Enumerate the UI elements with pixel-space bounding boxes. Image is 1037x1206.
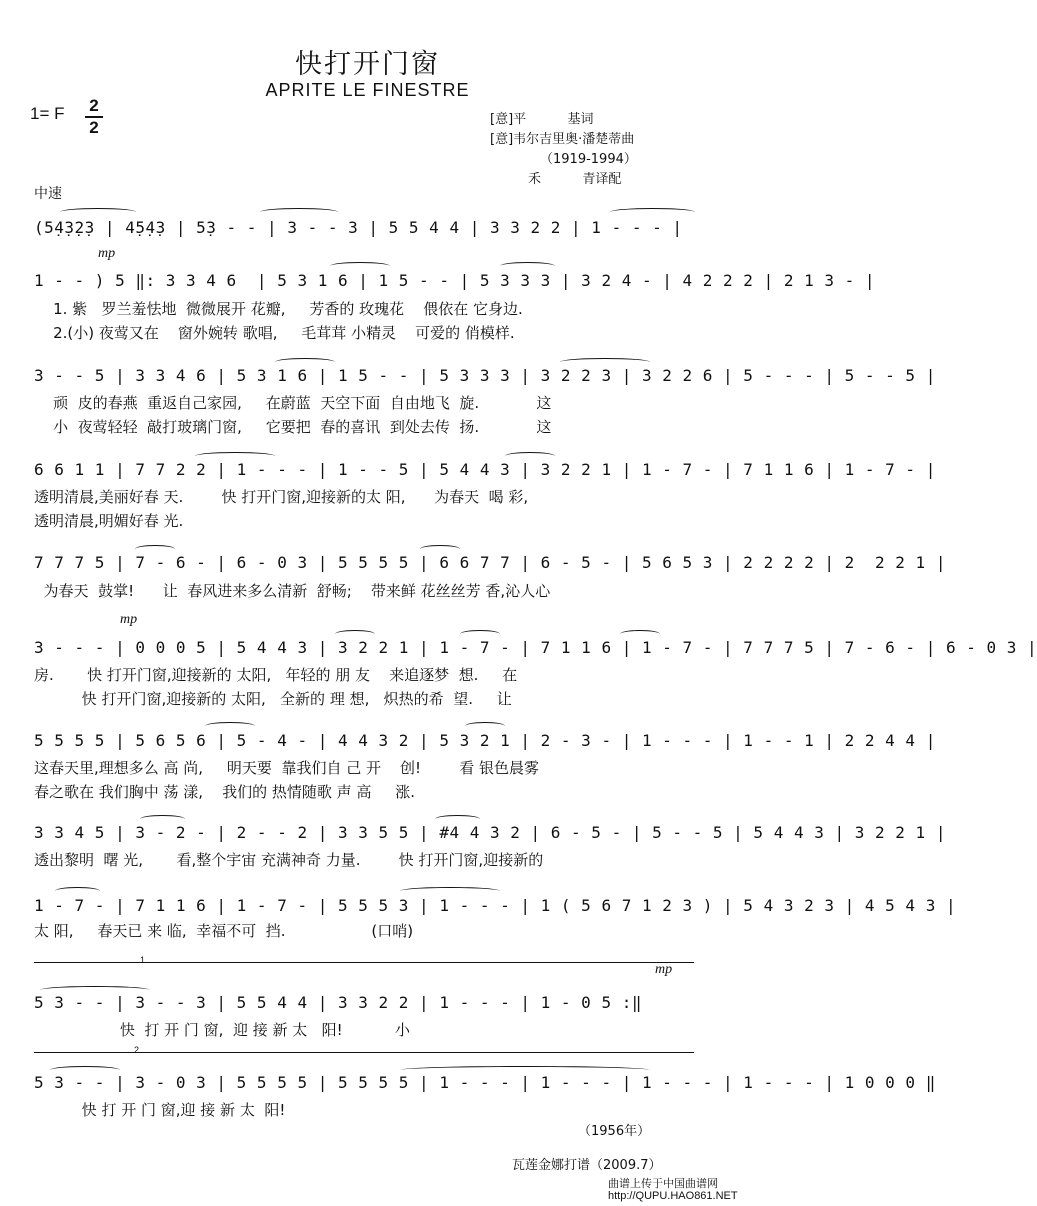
volta-bracket — [244, 962, 694, 963]
slur — [500, 262, 555, 270]
lyrics-row-2-verse-1: 顽 皮的春燕 重返自己家园, 在蔚蓝 天空下面 自由地飞 旋. 这 — [34, 394, 552, 412]
watermark-title: 曲谱上传于中国曲谱网 — [608, 1178, 718, 1190]
lyrics-row-3-verse-1: 透明清晨,美丽好春 天. 快 打开门窗,迎接新的太 阳, 为春天 喝 彩, — [34, 488, 529, 506]
slur — [260, 208, 338, 216]
lyrics-row-5-verse-1: 房. 快 打开门窗,迎接新的 太阳, 年轻的 朋 友 来追逐梦 想. 在 — [34, 666, 518, 684]
notation-row-7: 3 3 4 5 | 3 - 2 - | 2 - - 2 | 3 3 5 5 | #4 4 3 2 | 6 - 5 - | 5 - - 5 | 5 4 4 3 | 3 2 2 1 | — [34, 823, 946, 842]
slur — [195, 452, 275, 460]
lyrics-row-8-verse-1: 太 阳, 春天已 来 临, 幸福不可 挡. (口哨) — [34, 922, 414, 940]
volta-number: 1 — [140, 955, 146, 965]
dynamic-mp: mp — [655, 962, 673, 977]
time-signature — [84, 96, 104, 138]
lyrics-row-4-verse-1: 为春天 鼓掌! 让 春风进来多么清新 舒畅; 带来鲜 花丝丝芳 香,沁人心 — [34, 582, 551, 600]
slur — [330, 262, 390, 270]
lyrics-row-6-verse-1: 这春天里,理想多么 高 尚, 明天要 靠我们自 己 开 创! 看 银色晨雾 — [34, 759, 539, 777]
notation-row-3: 6 6 1 1 | 7 7 2 2 | 1 - - - | 1 - - 5 | 5 4 4 3 | 3 2 2 1 | 1 - 7 - | 7 1 1 6 | 1 - 7 - | — [34, 460, 936, 479]
slur — [420, 545, 460, 553]
volta-number: 2 — [134, 1045, 140, 1055]
time-signature-top: 2 — [89, 96, 99, 115]
composer-credit: [意]韦尔吉里奥·潘楚蒂曲 — [490, 132, 635, 147]
slur — [135, 545, 175, 553]
watermark-url: http://QUPU.HAO861.NET — [608, 1190, 738, 1202]
slur — [60, 208, 136, 216]
lyrics-row-1-verse-2: 2.(小) 夜莺又在 窗外婉转 歌唱, 毛茸茸 小精灵 可爱的 俏模样. — [34, 324, 515, 342]
slur — [505, 452, 555, 460]
notation-row-6: 5 5 5 5 | 5 6 5 6 | 5 - 4 - | 4 4 3 2 | 5 3 2 1 | 2 - 3 - | 1 - - - | 1 - - 1 | 2 2 4 4 | — [34, 731, 936, 750]
slur — [140, 815, 185, 823]
slur — [275, 358, 335, 366]
lyrics-row-9-verse-1: 快 打 开 门 窗, 迎 接 新 太 阳! 小 — [34, 1021, 411, 1039]
song-title: 快打开门窗 — [295, 49, 440, 80]
lyrics-row-3-verse-2: 透明清晨,明媚好春 光. — [34, 512, 184, 530]
notation-row-9: 5 3 - - | 3 - - 3 | 5 5 4 4 | 3 3 2 2 | 1 - - - | 1 - 0 5 :‖ — [34, 993, 642, 1012]
lyrics-row-10-verse-1: 快 打 开 门 窗,迎 接 新 太 阳! — [34, 1101, 286, 1119]
notation-row-2: 3 - - 5 | 3 3 4 6 | 5 3 1 6 | 1 5 - - | 5 3 3 3 | 3 2 2 3 | 3 2 2 6 | 5 - - - | 5 - - 5 | — [34, 366, 936, 385]
notation-row-1: 1 - - ) 5 ‖: 3 3 4 6 | 5 3 1 6 | 1 5 - - | 5 3 3 3 | 3 2 4 - | 4 2 2 2 | 2 1 3 - | — [34, 271, 876, 290]
notation-row-10: 5 3 - - | 3 - 0 3 | 5 5 5 5 | 5 5 5 5 | 1 - - - | 1 - - - | 1 - - - | 1 - - - | 1 0 0 0 ‖ — [34, 1073, 936, 1092]
slur — [435, 815, 480, 823]
volta-bracket — [34, 962, 244, 963]
lyrics-row-6-verse-2: 春之歌在 我们胸中 荡 漾, 我们的 热情随歌 声 高 涨. — [34, 783, 416, 801]
slur — [55, 887, 100, 895]
notation-row-8: 1 - 7 - | 7 1 1 6 | 1 - 7 - | 5 5 5 3 | 1 - - - | 1 ( 5 6 7 1 2 3 ) | 5 4 3 2 3 | 4 5 4 3 | — [34, 896, 957, 915]
slur — [465, 722, 505, 730]
composer-years: （1919-1994） — [540, 152, 637, 167]
volta-bracket — [34, 1052, 694, 1053]
slur — [335, 630, 375, 638]
time-signature-bottom: 2 — [89, 118, 99, 137]
slur — [460, 630, 500, 638]
slur — [560, 358, 650, 366]
key-signature: 1= F — [30, 104, 65, 123]
slur — [620, 630, 660, 638]
lyrics-row-2-verse-2: 小 夜莺轻轻 敲打玻璃门窗, 它要把 春的喜讯 到处去传 扬. 这 — [34, 418, 552, 436]
tempo-marking: 中速 — [34, 186, 62, 202]
lyrics-row-5-verse-2: 快 打开门窗,迎接新的 太阳, 全新的 理 想, 炽热的希 望. 让 — [34, 690, 512, 708]
lyricist-credit: [意]平 基词 — [490, 112, 594, 127]
notation-row-4: 7 7 7 5 | 7 - 6 - | 6 - 0 3 | 5 5 5 5 | 6 6 7 7 | 6 - 5 - | 5 6 5 3 | 2 2 2 2 | 2 2 2 1 | — [34, 553, 946, 572]
slur — [205, 722, 255, 730]
lyrics-row-7-verse-1: 透出黎明 曙 光, 看,整个宇宙 充满神奇 力量. 快 打开门窗,迎接新的 — [34, 851, 544, 869]
slur — [400, 887, 500, 895]
lyrics-row-1-verse-1: 1. 紫 罗兰羞怯地 微微展开 花瓣, 芳香的 玫瑰花 偎依在 它身边. — [34, 300, 523, 318]
notation-row-0: (5̣4̣3̣2̣3 | 4̣5̣4̣3 | 5̣3 - - | 3 - - 3 | 5 5 4 4 | 3 3 2 2 | 1 - - - | — [34, 218, 683, 237]
composition-year: （1956年） — [578, 1124, 651, 1139]
notation-row-5: 3 - - - | 0 0 0 5 | 5 4 4 3 | 3 2 2 1 | 1 - 7 - | 7 1 1 6 | 1 - 7 - | 7 7 7 5 | 7 - 6 - | 6 - 0 3 | — [34, 638, 1037, 657]
song-subtitle: APRITE LE FINESTRE — [265, 80, 470, 100]
dynamic-mp: mp — [120, 612, 138, 627]
dynamic-mp: mp — [98, 246, 116, 261]
transcriber-credit: 瓦莲金娜打谱（2009.7） — [512, 1158, 662, 1173]
translator-credit: 禾 青译配 — [528, 172, 622, 187]
slur — [610, 208, 695, 216]
